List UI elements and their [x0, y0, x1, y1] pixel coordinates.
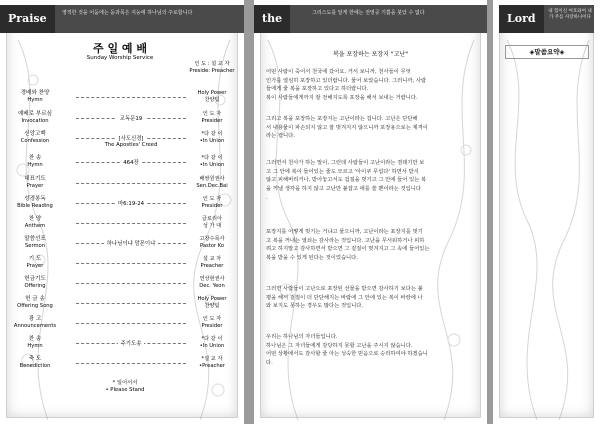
row-leader: 글로리아 성 가 대 [201, 216, 223, 229]
row-label: 경배와 찬양 Hymn [20, 90, 50, 103]
lord-banner [499, 5, 594, 33]
row-detail: 464장 [120, 160, 142, 166]
sermon-paragraph: 그리고 복을 포장하는 포장지는 고난이라는 겁니다. 고난은 단단해 서 내용물이 파손되지 않고 잘 벗겨지지 않으니까 포장용으로는 제격이 라는 겁니다. [266, 116, 428, 140]
banner-verse: 내 힘이신 여호와여 내가 주를 사랑하나이다 [548, 9, 592, 20]
row-leader-line [76, 300, 186, 306]
row-leader-line [76, 240, 186, 246]
worship-row [6, 155, 238, 171]
banner-word: Praise [0, 5, 55, 33]
row-leader-line [76, 135, 186, 141]
floral-vine-right-decoration [539, 40, 599, 420]
row-leader-line [76, 159, 186, 165]
row-leader: 배쌍원권사 Sen.Dec.Bai [196, 176, 228, 189]
banner-verse: 영적한 것을 어둠에는 돋과목은 지능에 하나님의 주로합니다 [62, 10, 193, 16]
row-leader-line [76, 180, 186, 186]
row-leader: *설 교 자 •Preacher [199, 356, 225, 369]
row-leader: *다 같 이 •In Union [199, 155, 225, 168]
worship-row [6, 196, 238, 212]
sermon-title: 하나님이냐 맘몬이냐 [104, 241, 159, 247]
sermon-paragraph: 그러면 사람들이 고난으로 포장된 선물을 받으면 감사하기 보다는 불 평을 해서 겉질이 더 단단해지는 바람에 그 안에 있는 복이 바랑에 나 와 보지도 못하는 경우도 많다는 것입니다. [266, 286, 423, 310]
row-detail: 주기도송 [118, 341, 145, 347]
worship-row [6, 176, 238, 192]
row-leader: *다 같 이 •In Union [199, 336, 225, 349]
row-leader-line [76, 260, 186, 266]
row-leader: 설 교 자 Preacher [200, 256, 224, 269]
row-leader: Holy Power 찬양팀 [197, 90, 227, 103]
officiant [184, 61, 240, 74]
sermon-paragraph: 우리는 하나님의 자녀들입니다. 하나님은 그 자녀들에게 감당하지 못할 고난을 주시지 않습니다. 어떤 상황에서도 감사할 줄 아는 성숙한 믿음으로 승리하여야 하겠습니 다. [266, 334, 428, 367]
row-leader-line [76, 280, 186, 286]
row-detail: [사도신경] [115, 136, 146, 142]
sermon-heading: 복을 포장하는 포장지 "고난" [333, 51, 408, 58]
row-label: 찬 송 Hymn [27, 336, 43, 349]
worship-row [6, 316, 238, 332]
praise-banner [0, 5, 244, 33]
row-label: 헌 금 송 Offering Song [17, 296, 53, 309]
row-detail: 교독문19 [117, 116, 145, 122]
stand-note [70, 380, 180, 393]
order-of-worship-page [0, 0, 244, 424]
worship-row [6, 90, 238, 106]
row-leader: Holy Power 찬양팀 [197, 296, 227, 309]
row-leader-line [76, 94, 186, 100]
worship-row [6, 296, 238, 312]
worship-row [6, 131, 238, 151]
sermon-paragraph: 어떤 사람이 죽어서 천국에 갔어요. 거서 보니까, 천사들이 무엇 인가를 열심히 포장하고 있더랍니다. 물어 보았습니다. 그러니까, 사람 들에게 줄 복을 포장하고 있다고 하더랍니다. 복이 사람들에게까지 잘 전해지도록 포장을 해서 보내는 거랍니다. [266, 69, 427, 102]
row-leader-line [76, 200, 186, 206]
officiant-en: Preside: Preacher [189, 67, 235, 74]
row-leader: 연상현권사 Dec. Yeon [199, 276, 225, 289]
row-label: 성경봉독 Bible Reading [17, 196, 53, 209]
banner-word: Lord [499, 5, 544, 33]
worship-row [6, 356, 238, 372]
stand-note-en: • Please Stand [105, 386, 145, 393]
row-leader: *다 같 이 •In Union [199, 131, 225, 144]
sermon-paragraph: 포장지를 어떻게 벗기는 거냐고 물으니까, 고난이라는 포장지를 벗기 고 복을 꺼내는 열쇠는 감사라는 것입니다. 고난을 무서워하거나 피하 려고 하지말고 감사하면서 받으면 그 겉질이 벗겨지고 그 속에 들어있는 복을 받을 수 있게 된다는 것이었습니다. [266, 229, 430, 262]
row-leader-line [76, 320, 186, 326]
banner-verse: 그리스도를 알게 한에는 전영공 기쁨을 붓았 수 없다 [312, 10, 425, 16]
worship-row [6, 276, 238, 292]
row-leader-line [76, 360, 186, 366]
sermon-page [254, 0, 487, 424]
the-banner [254, 5, 487, 33]
worship-row [6, 336, 238, 352]
row-leader: 인 도 자 Presider [201, 316, 223, 329]
summary-page [493, 0, 600, 424]
officiant-ko: 인 도 : 설 교 자 [194, 61, 230, 67]
sermon-summary-heading: ◈말씀요약◈ [505, 45, 589, 59]
worship-row [6, 256, 238, 272]
row-label: 예배로 부르심 Invocation [17, 111, 53, 124]
worship-row [6, 111, 238, 127]
service-title: 주 일 예 배 [93, 42, 147, 55]
row-label: 찬 송 Hymn [27, 155, 43, 168]
worship-row [6, 236, 238, 252]
worship-row [6, 216, 238, 232]
row-label: 광 고 Announcements [13, 316, 57, 329]
row-label: 찬 양 Anthem [24, 216, 46, 229]
row-leader: 인 도 자 Presider [201, 196, 223, 209]
row-leader: 인 도 자 Presider [201, 111, 223, 124]
row-label: 기 도 Prayer [26, 256, 44, 269]
row-label: 신앙고백 Confession [20, 131, 50, 144]
service-subtitle: Sunday Worship Service [86, 55, 154, 61]
row-label: 축 도 Benediction [19, 356, 51, 369]
row-label: 헌금기도 Offering [24, 276, 46, 289]
row-label: 말씀선포 Sermon [24, 236, 46, 249]
banner-word: the [254, 5, 290, 33]
row-detail: 마6:19-24 [115, 201, 147, 207]
row-leader-line [76, 340, 186, 346]
row-leader-line [76, 220, 186, 226]
row-label: 대표기도 Prayer [24, 176, 46, 189]
row-leader: 고창수목사 Pastor Ko [199, 236, 225, 249]
sermon-paragraph: 그러면서 천사가 하는 말이, 그런데 사람들이 고난이라는 겸데기만 보 고 그 안에 복이 들어있는 줄도 모르고 '아이쿠 무섭다' 하면서 받지 않고 피해버리거나, 받아놓고서도 겁질을 벗기고 그 안에 들어 있는 복 을 꺼낼 생각을 하지 않고 고난만 붙잡고 애를 쓸 뿐이라는 것입니다 . [266, 160, 427, 201]
row-detail-secondary: The Apostles' Creed [104, 142, 158, 148]
stand-note-ko: * 일어서서 [112, 380, 138, 386]
row-leader-line [76, 115, 186, 121]
